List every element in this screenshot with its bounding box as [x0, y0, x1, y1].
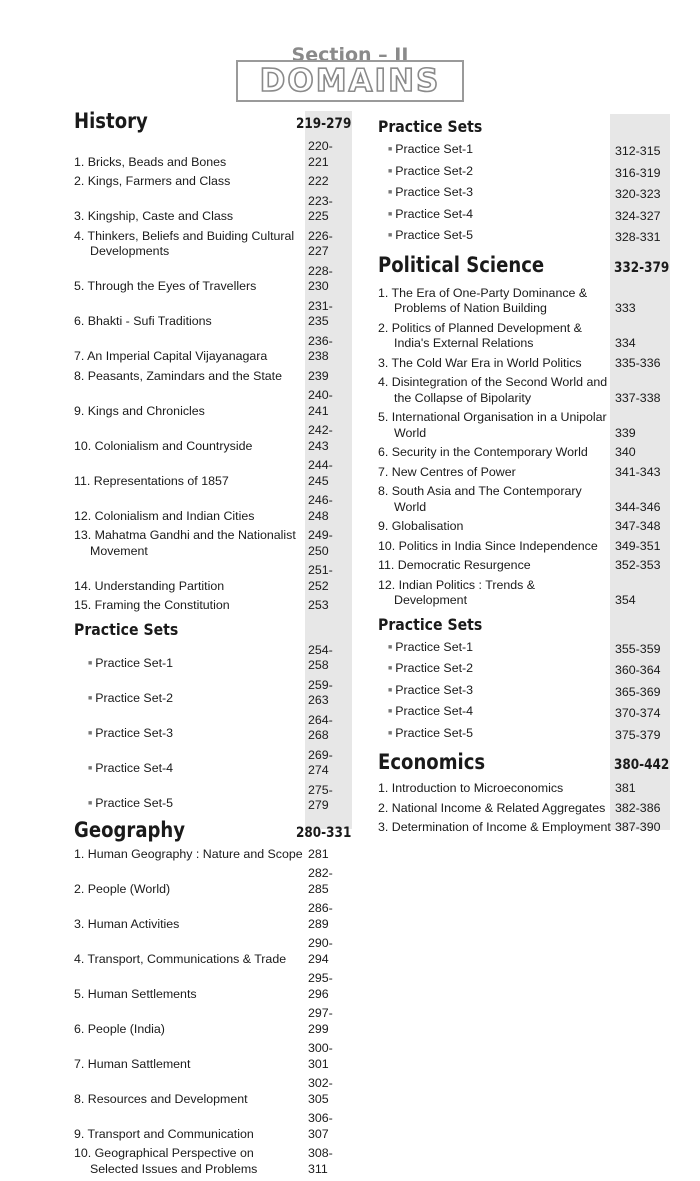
entry-pages: 324-327 — [611, 209, 670, 225]
entry-pages: 341-343 — [611, 465, 670, 481]
entry-pages: 302-305 — [305, 1076, 352, 1107]
toc-entry — [378, 286, 670, 321]
economics-heading: Economics 380-442 — [378, 749, 669, 775]
entry-pages: 286-289 — [305, 901, 352, 932]
entry-title: ■ Practice Set-2 — [74, 691, 305, 709]
entry-title: ■ Practice Set-5 — [378, 228, 611, 246]
entry-title: 11. Democratic Resurgence — [378, 558, 611, 574]
toc-entry — [74, 174, 352, 194]
toc-entry — [74, 901, 352, 936]
entry-pages: 297-299 — [305, 1006, 352, 1037]
practice-set-item — [74, 643, 352, 678]
entry-pages: 381 — [611, 781, 670, 797]
entry-pages: 352-353 — [611, 558, 670, 574]
entry-pages: 242-243 — [305, 423, 352, 454]
toc-entry — [74, 139, 352, 174]
entry-title: ■ Practice Set-3 — [378, 185, 611, 203]
entry-title: 1. Bricks, Beads and Bones — [74, 155, 305, 171]
toc-entry — [378, 445, 670, 465]
entry-title: 1. The Era of One-Party Dominance & Problems of Nation Building — [378, 286, 611, 317]
entry-pages: 239 — [305, 369, 352, 385]
entry-title: 10. Politics in India Since Independence — [378, 539, 611, 555]
entry-pages: 264-268 — [305, 713, 352, 744]
entry-title: 11. Representations of 1857 — [74, 474, 305, 490]
entry-title: 10. Geographical Perspective on Selected Issues and Problems — [74, 1146, 305, 1177]
entry-title: 2. People (World) — [74, 882, 305, 898]
toc-entry — [74, 194, 352, 229]
history-list — [74, 139, 352, 618]
entry-title: 3. Determination of Income & Employment — [378, 820, 611, 836]
entry-title: 3. The Cold War Era in World Politics — [378, 356, 611, 372]
entry-pages: 269-274 — [305, 748, 352, 779]
entry-pages: 223-225 — [305, 194, 352, 225]
entry-title: 2. National Income & Related Aggregates — [378, 801, 611, 817]
entry-title: ■ Practice Set-5 — [378, 726, 611, 744]
entry-pages: 320-323 — [611, 187, 670, 203]
toc-entry — [378, 519, 670, 539]
entry-title: ■ Practice Set-2 — [378, 164, 611, 182]
toc-entry — [74, 334, 352, 369]
entry-title: 6. People (India) — [74, 1022, 305, 1038]
toc-entry — [74, 1146, 352, 1181]
entry-title: 15. Framing the Constitution — [74, 598, 305, 614]
toc-entry — [378, 801, 670, 821]
entry-title: ■ Practice Set-4 — [74, 761, 305, 779]
entry-pages: 300-301 — [305, 1041, 352, 1072]
entry-pages: 382-386 — [611, 801, 670, 817]
practice-set-item — [378, 704, 670, 726]
toc-entry — [74, 563, 352, 598]
entry-title: 6. Security in the Contemporary World — [378, 445, 611, 461]
history-practice-heading: Practice Sets — [74, 619, 353, 641]
toc-entry — [378, 558, 670, 578]
entry-pages: 253 — [305, 598, 352, 614]
entry-pages: 244-245 — [305, 458, 352, 489]
toc-entry — [74, 229, 352, 264]
toc-entry — [74, 1111, 352, 1146]
right-column — [378, 116, 670, 840]
entry-title: 7. An Imperial Capital Vijayanagara — [74, 349, 305, 365]
entry-pages: 306-307 — [305, 1111, 352, 1142]
entry-title: 10. Colonialism and Countryside — [74, 439, 305, 455]
entry-title: 13. Mahatma Gandhi and the Nationalist Movement — [74, 528, 305, 559]
polsci-list — [378, 286, 670, 613]
section-label: Section – II — [0, 44, 700, 66]
toc-entry — [74, 1076, 352, 1111]
toc-entry — [378, 356, 670, 376]
entry-pages: 246-248 — [305, 493, 352, 524]
entry-title: ■ Practice Set-2 — [378, 661, 611, 679]
entry-pages: 387-390 — [611, 820, 670, 836]
polsci-practice-list — [378, 640, 670, 748]
entry-pages: 290-294 — [305, 936, 352, 967]
entry-pages: 295-296 — [305, 971, 352, 1002]
entry-title: 5. International Organisation in a Unipolar World — [378, 410, 611, 441]
entry-pages: 333 — [611, 301, 670, 317]
toc-entry — [378, 539, 670, 559]
practice-set-item — [378, 683, 670, 705]
entry-pages: 337-338 — [611, 391, 670, 407]
entry-pages: 365-369 — [611, 685, 670, 701]
entry-pages: 349-351 — [611, 539, 670, 555]
geography-practice-heading: Practice Sets — [378, 116, 671, 138]
entry-pages: 254-258 — [305, 643, 352, 674]
toc-entry — [74, 458, 352, 493]
history-heading: History 219-279 — [74, 108, 351, 134]
entry-title: 4. Disintegration of the Second World and the Collapse of Bipolarity — [378, 375, 611, 406]
entry-title: 3. Kingship, Caste and Class — [74, 209, 305, 225]
entry-pages: 335-336 — [611, 356, 670, 372]
entry-title: 8. Peasants, Zamindars and the State — [74, 369, 305, 385]
practice-set-item — [378, 185, 670, 207]
toc-entry — [378, 410, 670, 445]
entry-title: 5. Human Settlements — [74, 987, 305, 1003]
entry-title: 2. Politics of Planned Development & India's External Relations — [378, 321, 611, 352]
geography-practice-list — [378, 142, 670, 250]
entry-title: 8. Resources and Development — [74, 1092, 305, 1108]
entry-title: 5. Through the Eyes of Travellers — [74, 279, 305, 295]
toc-entry — [378, 820, 670, 840]
economics-list — [378, 781, 670, 840]
practice-set-item — [378, 207, 670, 229]
practice-set-item — [378, 228, 670, 250]
entry-pages: 308-311 — [305, 1146, 352, 1177]
toc-entry — [74, 423, 352, 458]
entry-pages: 339 — [611, 426, 670, 442]
entry-pages: 375-379 — [611, 728, 670, 744]
toc-entry — [74, 971, 352, 1006]
entry-title: ■ Practice Set-5 — [74, 796, 305, 814]
toc-entry — [74, 1041, 352, 1076]
entry-pages: 334 — [611, 336, 670, 352]
page-title: DOMAINS — [236, 62, 464, 100]
toc-entry — [74, 264, 352, 299]
toc-entry — [74, 866, 352, 901]
toc-entry — [378, 484, 670, 519]
practice-set-item — [378, 661, 670, 683]
entry-pages: 370-374 — [611, 706, 670, 722]
entry-pages: 231-235 — [305, 299, 352, 330]
entry-pages: 360-364 — [611, 663, 670, 679]
toc-entry — [74, 528, 352, 563]
geography-heading: Geography 280-331 — [74, 817, 351, 843]
history-practice-list — [74, 643, 352, 818]
entry-pages: 354 — [611, 593, 670, 609]
entry-title: 2. Kings, Farmers and Class — [74, 174, 305, 190]
entry-pages: 220-221 — [305, 139, 352, 170]
toc-entry — [74, 1006, 352, 1041]
entry-pages: 226-227 — [305, 229, 352, 260]
toc-entry — [378, 465, 670, 485]
entry-title: 8. South Asia and The Contemporary World — [378, 484, 611, 515]
entry-title: 9. Kings and Chronicles — [74, 404, 305, 420]
left-column — [74, 108, 352, 1181]
toc-entry — [74, 493, 352, 528]
toc-entry — [378, 781, 670, 801]
practice-set-item — [74, 678, 352, 713]
entry-pages: 347-348 — [611, 519, 670, 535]
entry-title: 9. Transport and Communication — [74, 1127, 305, 1143]
entry-pages: 340 — [611, 445, 670, 461]
entry-title: 1. Human Geography : Nature and Scope — [74, 847, 305, 863]
toc-entry — [74, 847, 352, 867]
entry-title: ■ Practice Set-1 — [74, 656, 305, 674]
entry-title: 9. Globalisation — [378, 519, 611, 535]
entry-pages: 344-346 — [611, 500, 670, 516]
entry-pages: 312-315 — [611, 144, 670, 160]
entry-pages: 316-319 — [611, 166, 670, 182]
toc-entry — [74, 598, 352, 618]
entry-title: ■ Practice Set-1 — [378, 142, 611, 160]
entry-title: ■ Practice Set-3 — [378, 683, 611, 701]
toc-entry — [378, 375, 670, 410]
entry-title: 7. Human Sattlement — [74, 1057, 305, 1073]
entry-title: ■ Practice Set-4 — [378, 704, 611, 722]
toc-entry — [74, 369, 352, 389]
entry-pages: 275-279 — [305, 783, 352, 814]
entry-title: 1. Introduction to Microeconomics — [378, 781, 611, 797]
entry-title: 7. New Centres of Power — [378, 465, 611, 481]
entry-title: 4. Thinkers, Beliefs and Buiding Cultural Developments — [74, 229, 305, 260]
entry-pages: 355-359 — [611, 642, 670, 658]
entry-title: 14. Understanding Partition — [74, 579, 305, 595]
entry-pages: 240-241 — [305, 388, 352, 419]
practice-set-item — [378, 164, 670, 186]
entry-title: 12. Indian Politics : Trends & Development — [378, 578, 611, 609]
entry-pages: 281 — [305, 847, 352, 863]
practice-set-item — [378, 142, 670, 164]
practice-set-item — [74, 783, 352, 818]
polsci-practice-heading: Practice Sets — [378, 614, 671, 636]
entry-title: 6. Bhakti - Sufi Traditions — [74, 314, 305, 330]
toc-entry — [74, 936, 352, 971]
entry-pages: 236-238 — [305, 334, 352, 365]
geography-list — [74, 847, 352, 1181]
entry-title: ■ Practice Set-1 — [378, 640, 611, 658]
entry-pages: 228-230 — [305, 264, 352, 295]
entry-pages: 251-252 — [305, 563, 352, 594]
entry-title: 4. Transport, Communications & Trade — [74, 952, 305, 968]
practice-set-item — [378, 640, 670, 662]
entry-title: 12. Colonialism and Indian Cities — [74, 509, 305, 525]
practice-set-item — [74, 713, 352, 748]
toc-entry — [74, 388, 352, 423]
entry-title: ■ Practice Set-4 — [378, 207, 611, 225]
polsci-heading: Political Science 332-379 — [378, 252, 669, 278]
practice-set-item — [378, 726, 670, 748]
entry-pages: 328-331 — [611, 230, 670, 246]
entry-title: 3. Human Activities — [74, 917, 305, 933]
entry-pages: 249-250 — [305, 528, 352, 559]
toc-entry — [378, 321, 670, 356]
entry-pages: 259-263 — [305, 678, 352, 709]
entry-pages: 222 — [305, 174, 352, 190]
practice-set-item — [74, 748, 352, 783]
entry-title: ■ Practice Set-3 — [74, 726, 305, 744]
entry-pages: 282-285 — [305, 866, 352, 897]
toc-entry — [378, 578, 670, 613]
toc-entry — [74, 299, 352, 334]
